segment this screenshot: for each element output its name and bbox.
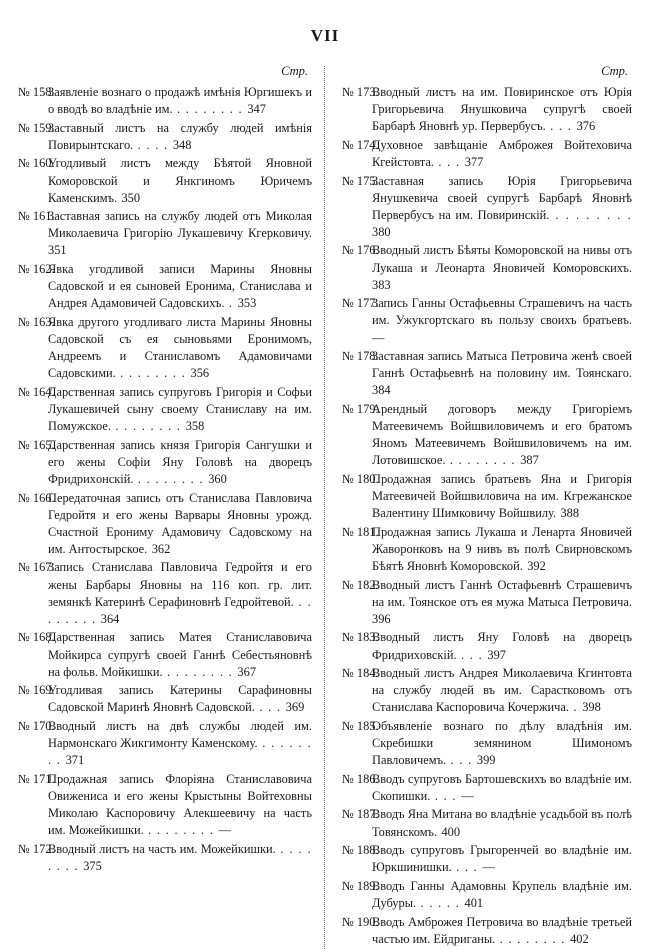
toc-entry-leader: . . . . . . . . xyxy=(48,736,312,768)
toc-entry-leader: . . . . . . . . xyxy=(133,471,209,486)
toc-entry xyxy=(18,682,312,716)
toc-list-left xyxy=(18,84,312,875)
toc-entry-page: 376 xyxy=(576,119,596,134)
toc-entry-title: Вводный листъ Андрея Миколаевича Кгинтовта на службу людей въ им. Сарастковомъ отъ Станислава Каспоровича Кочержича. xyxy=(372,666,632,715)
toc-entry-page: — xyxy=(482,860,495,875)
toc-entry-number: № 161. xyxy=(18,209,55,224)
toc-entry-number: № 159. xyxy=(18,120,55,135)
toc-entry-page: 396 xyxy=(372,611,391,626)
toc-entry-title: Продажная запись Лукаша и Лeнарта Яновичей Жаворонковъ на 9 нивъ въ полѣ Свирновскомъ Бѣятѣ Яновнѣ Коморовской. xyxy=(372,524,632,573)
toc-entry-title: Вводъ Яна Митaна во владѣніе усадьбой въ полѣ Товянскомъ. xyxy=(372,807,632,839)
toc-entry-title: Арендный договоръ между Григоріемъ Матеевичемъ Войшвиловичемъ и его братомъ Яномъ Матеевичемъ Войшвиловичемъ на им. Лотовишское. xyxy=(372,401,632,468)
toc-entry-page: 401 xyxy=(464,896,484,911)
toc-entry xyxy=(342,629,632,663)
toc-entry-title: Передаточная запись отъ Станислава Павловича Гедройтя и его жены Варвары Яновны урожд. Счастной Еронимy Адамовичу Садовскому на им. Антостырское. xyxy=(48,490,312,556)
toc-entry-page: 347 xyxy=(247,102,266,117)
toc-entry-page: 380 xyxy=(372,224,391,239)
toc-entry xyxy=(342,471,632,522)
toc-entry-title: Вводный листъ Бѣяты Коморовской на нивы отъ Лукаша и Лeонарта Яновичей Коморовскихъ. xyxy=(372,243,632,275)
toc-entry-page: 358 xyxy=(185,419,205,434)
toc-entry-page: 388 xyxy=(560,506,580,521)
toc-column-right xyxy=(332,64,632,949)
toc-entry-page: 360 xyxy=(208,471,227,486)
toc-entry-leader: . . . . . . . . xyxy=(110,419,186,434)
toc-entry-page: 399 xyxy=(476,753,496,768)
toc-list-right xyxy=(342,84,632,948)
toc-entry xyxy=(18,84,312,118)
toc-entry xyxy=(18,771,312,839)
toc-entry-number: № 174. xyxy=(342,137,379,152)
column-header-left: Стр. xyxy=(281,64,308,78)
toc-entry-page: 351 xyxy=(48,243,67,258)
toc-entry-page: 383 xyxy=(372,277,391,292)
toc-entry xyxy=(18,208,312,259)
toc-entry-title: Заставный листъ на службу людей имѣнія Повирынтскаго. xyxy=(48,120,312,152)
toc-entry xyxy=(342,718,632,769)
toc-entry-number: № 190. xyxy=(342,914,379,929)
toc-entry-page: 350 xyxy=(121,190,141,205)
toc-entry-title: Заявленіе вознаго о продажѣ имѣнія Юргишекъ и о вводѣ во владѣніе им. xyxy=(48,85,312,117)
toc-entry-title: Вводный листъ Ганнѣ Остафьевнѣ Страшевичъ на им. Тоянское отъ ея мужа Матыса Петровича. xyxy=(372,577,632,609)
toc-entry-leader: . . . xyxy=(451,860,483,875)
toc-entry-leader: . . . . . . . . xyxy=(143,823,219,838)
toc-entry-leader: . . . . . . . . xyxy=(162,664,238,679)
toc-entry-title: Объявленіе вознаго по дѣлу владѣнія им. Скребишки земянином Шимономъ Павловичемъ. xyxy=(372,718,632,768)
toc-entry xyxy=(342,771,632,805)
toc-entry-page: 367 xyxy=(237,664,257,679)
toc-entry-page: 387 xyxy=(520,453,539,468)
toc-entry-leader: . . . xyxy=(254,700,286,715)
toc-entry-leader: . . . xyxy=(433,154,465,169)
toc-entry-title: Заставная запись Матыса Петровича женѣ своей Ганнѣ Остафьевнѣ на половину им. Тоянскаго. xyxy=(372,349,632,381)
toc-entry-title: Вводный листъ Яну Головѣ на дворецъ Фридрихoвскій. xyxy=(372,630,632,662)
toc-entry-title: Вводъ супругoвъ Бартошевскихъ во владѣніе им. Скопишки. xyxy=(372,771,632,803)
toc-entry-number: № 183. xyxy=(342,630,379,645)
toc-entry-page: 362 xyxy=(151,541,171,556)
toc-entry xyxy=(18,718,312,769)
toc-entry xyxy=(342,524,632,575)
toc-entry-page: 348 xyxy=(172,137,192,152)
toc-entry xyxy=(342,577,632,628)
toc-entry xyxy=(18,314,312,382)
toc-entry xyxy=(342,665,632,716)
toc-entry-number: № 186. xyxy=(342,771,379,786)
toc-entry-number: № 181. xyxy=(342,524,379,539)
toc-entry xyxy=(342,242,632,293)
toc-entry-number: № 173. xyxy=(342,85,379,99)
toc-entry-page: 397 xyxy=(487,647,506,662)
toc-entry xyxy=(18,120,312,154)
toc-entry-number: № 170. xyxy=(18,718,55,733)
toc-entry-title: Запись Ганны Остафьевны Страшевичъ на часть им. Ужукгортскаго въ пользу своихъ братьевъ. xyxy=(372,296,632,328)
toc-entry-title: Явка другого угодливаго листа Марины Яновны Садовской съ ея сыновьями Еронимомъ, Андреемъ и Станиславомъ Адамовичами Садовскими. xyxy=(48,314,312,381)
toc-entry-leader: . . . xyxy=(456,647,488,662)
toc-entry-number: № 172. xyxy=(18,841,55,856)
toc-entry-number: № 179. xyxy=(342,401,379,416)
toc-entry-title: Продажная запись братьевъ Яна и Григорія Матеевичей Войшвиловича на им. Кгрежанское Валентину Шимковичу Войшвилу. xyxy=(372,471,632,521)
toc-entry xyxy=(18,490,312,558)
toc-entry-leader: . xyxy=(569,700,583,715)
toc-entry-title: Заставная запись на службу людей отъ Миколая Миколаевича Григорію Лукашевичу Кгеркoвичу. xyxy=(48,209,312,241)
toc-entry-title: Угодливая запись Катерины Сарафиновны Садовской Маринѣ Яновнѣ Садовской. xyxy=(48,683,312,715)
toc-entry-page: 402 xyxy=(570,931,589,946)
toc-entry-leader: . . . xyxy=(430,788,462,803)
toc-entry-number: № 171. xyxy=(18,771,55,786)
toc-entry xyxy=(18,384,312,435)
toc-entry xyxy=(18,437,312,488)
toc-entry-page: 377 xyxy=(464,154,484,169)
toc-entry-number: № 184. xyxy=(342,666,379,681)
toc-entry-leader: . . . . . . . . xyxy=(549,207,632,222)
toc-entry-leader: . . . . xyxy=(133,137,173,152)
toc-entry xyxy=(18,841,312,875)
toc-entry xyxy=(342,84,632,135)
toc-entry-leader: . . . . . . . . xyxy=(48,841,312,873)
toc-entry xyxy=(342,295,632,346)
toc-entry-title: Дарственная запись супруговъ Григорія и Софьи Лукашевичей сыну своему Станиславу на им. Помужское. xyxy=(48,384,312,434)
toc-entry-leader: . . . . . . . . xyxy=(115,366,191,381)
toc-entry-leader: . . . xyxy=(446,753,477,768)
toc-entry-title: Вводный листъ на часть им. Можейкишки. xyxy=(48,841,276,856)
toc-entry-number: № 164. xyxy=(18,384,55,399)
toc-entry-page: 392 xyxy=(527,558,546,573)
toc-entry-number: № 158. xyxy=(18,85,55,99)
toc-entry-title: Запись Станислава Павловича Гедройтя и его жены Барбары Яновны на 116 коп. гр. лит. земянкѣ Катеринѣ Серафиновнѣ Гедройтевой. xyxy=(48,560,312,609)
toc-entry-page: 356 xyxy=(190,366,210,381)
toc-entry-number: № 178. xyxy=(342,349,379,364)
toc-entry-title: Вводъ Амброжея Петровича во владѣніе третьей частью им. Ейдригaны. xyxy=(372,914,632,946)
toc-entry-title: Дарственная запись князя Григорія Сангушки и его жены Софіи Яну Головѣ на дворецъ Фридрихoнскій. xyxy=(48,437,312,486)
toc-entry-title: Вводъ супругoвъ Грыгоренчей во владѣніе им. Юркшинишки. xyxy=(372,843,632,875)
toc-entry-page: — xyxy=(218,823,231,838)
toc-entry-title: Вводный листъ на им. Повиринское отъ Юрія Григорьевича Янушковича супругѣ своей Барбарѣ Яновнѣ ур. Первербусъ. xyxy=(372,85,632,134)
toc-entry-leader: . . . xyxy=(545,119,577,134)
toc-entry-number: № 167. xyxy=(18,560,55,575)
toc-entry xyxy=(342,806,632,840)
toc-entry-title: Вводъ Ганны Адамовны Крупель владѣніе им. Дубуры. xyxy=(372,878,632,911)
toc-entry-page: 384 xyxy=(372,383,391,398)
toc-entry xyxy=(342,348,632,399)
toc-entry-number: № 187. xyxy=(342,807,379,822)
toc-entry-leader: . . . . . . . . xyxy=(48,594,312,626)
toc-entry xyxy=(342,137,632,171)
toc-entry-page: 364 xyxy=(100,611,120,626)
toc-entry-page: — xyxy=(461,788,474,803)
column-divider xyxy=(324,66,326,949)
toc-entry-number: № 188. xyxy=(342,843,379,858)
toc-entry-number: № 166. xyxy=(18,490,55,505)
toc-entry-leader: . xyxy=(224,296,238,311)
toc-entry-page: 375 xyxy=(83,858,102,873)
toc-entry-page: 400 xyxy=(441,824,461,839)
toc-entry-number: № 160. xyxy=(18,156,55,171)
toc-entry-title: Дарственная запись Матея Станиславовича Мойкирса супругѣ своей Ганнѣ Себестьяновнѣ на фольв. Мойкишки. xyxy=(48,630,312,679)
toc-entry-title: Духовное завѣщаніе Амброжея Войтеховича Кгейстовта. xyxy=(372,137,632,169)
toc-entry-number: № 182. xyxy=(342,577,379,592)
toc-column-left xyxy=(18,64,318,876)
toc-entry-number: № 176. xyxy=(342,243,379,258)
toc-entry-page: 369 xyxy=(285,700,305,715)
toc-entry-leader: . . . . . . . . xyxy=(172,102,248,117)
toc-entry-number: № 169. xyxy=(18,683,55,698)
toc-entry-page: 371 xyxy=(65,753,85,768)
toc-entry-number: № 189. xyxy=(342,878,379,893)
toc-entry-leader: . . . . . . . . xyxy=(495,931,571,946)
toc-entry-number: № 185. xyxy=(342,718,379,733)
toc-entry xyxy=(18,559,312,627)
toc-entry-number: № 162. xyxy=(18,262,55,277)
toc-entry-title: Явка угодливой записи Марины Яновны Садовской и ея сыновей Еронима, Станислава и Андрея Адамовичей Садовскихъ. xyxy=(48,262,312,311)
toc-entry xyxy=(342,173,632,241)
toc-entry xyxy=(342,842,632,876)
toc-entry-title: Заставная запись Юрія Григорьевича Янушкевича своей супругѣ Барбарѣ Яновнѣ Первербусъ на им. Повиринскій. xyxy=(372,173,632,222)
toc-entry xyxy=(18,629,312,680)
toc-entry-number: № 177. xyxy=(342,296,379,311)
toc-entry xyxy=(342,878,632,912)
toc-entry-page: 398 xyxy=(582,700,601,715)
column-header-right: Стр. xyxy=(601,64,628,78)
toc-entry-number: № 165. xyxy=(18,437,55,452)
toc-entry-title: Продажная запись Флорiяна Станиславовича Овижениса и его жены Крыстыны Войтеховны Миколаю Каспоровичу Алекшеевичу на часть им. Можейкишки. xyxy=(48,771,312,838)
toc-entry-title: Угодливый листъ между Бѣятой Яновной Коморовской и Янкгиномъ Юричемъ Каменскимъ. xyxy=(48,156,312,205)
toc-entry-number: № 180. xyxy=(342,471,379,486)
page-number: VII xyxy=(310,26,340,45)
toc-entry xyxy=(18,155,312,206)
toc-entry xyxy=(18,261,312,312)
toc-entry-title: Вводный листъ на двѣ службы людей им. Нармонскаго Жикгимонту Каменскому. xyxy=(48,718,312,751)
toc-entry xyxy=(342,914,632,948)
toc-entry-number: № 163. xyxy=(18,314,55,329)
toc-entry-number: № 175. xyxy=(342,173,379,188)
toc-entry-page: — xyxy=(372,330,385,345)
toc-entry xyxy=(342,401,632,469)
toc-columns xyxy=(18,64,632,949)
toc-entry-number: № 168. xyxy=(18,630,55,645)
toc-entry-leader: . . . . . . . . xyxy=(445,453,521,468)
toc-entry-page: 353 xyxy=(237,296,257,311)
toc-entry-leader: . . . . . xyxy=(416,896,465,911)
